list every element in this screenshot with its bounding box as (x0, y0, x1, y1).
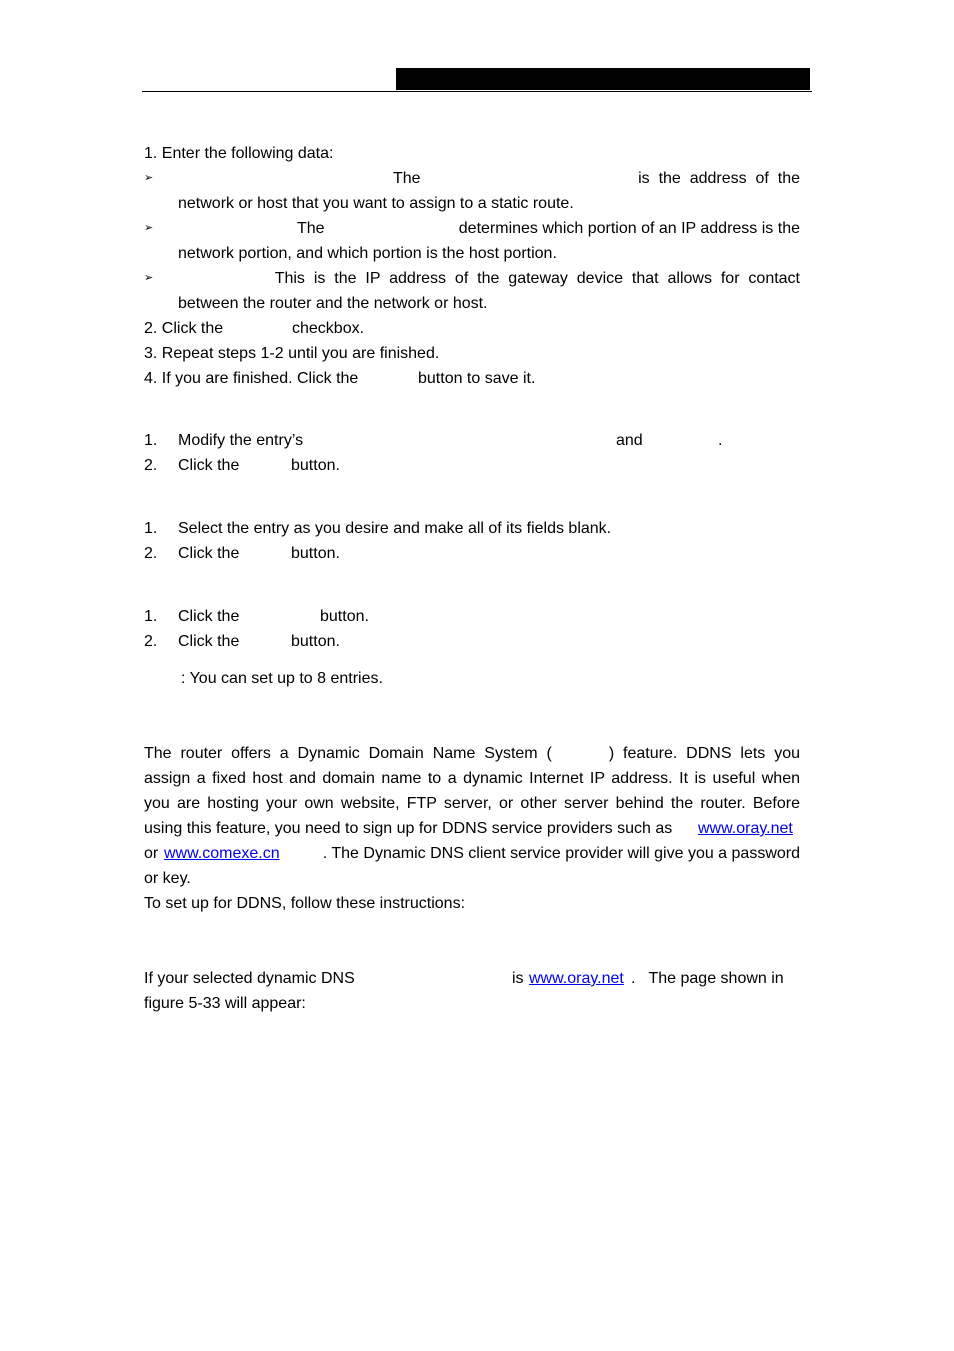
ddns-provider-line-part-b: is (512, 970, 524, 987)
ddns-instructions-intro: To set up for DDNS, follow these instructions: (144, 895, 466, 912)
delete-step-1-number: 1. (144, 520, 158, 537)
ddns-paragraph-line-1-part-a: The router offers a Dynamic Domain Name System ( (144, 745, 552, 762)
bullet-3-continuation: between the router and the network or host. (178, 295, 488, 312)
modify-step-1-number: 1. (144, 432, 158, 449)
oray-link-2[interactable]: www.oray.net (529, 970, 624, 987)
step-4-part-b: button to save it. (418, 370, 536, 387)
ddns-paragraph-line-5-part-a: or (144, 845, 159, 862)
bullet-3-text: This is the IP address of the gateway device that allows for contact (274, 270, 800, 287)
delete-step-1-text: Select the entry as you desire and make all of its fields blank. (178, 520, 612, 537)
header-bar (396, 68, 810, 90)
delete-step-2-part-a: Click the (178, 545, 240, 562)
ddns-paragraph-line-1-part-b: ) feature. DDNS lets you (608, 745, 800, 762)
arrowhead-bullet-icon: ➢ (144, 172, 154, 184)
step-3-text: 3. Repeat steps 1-2 until you are finished. (144, 345, 440, 362)
bullet-2-part-b: determines which portion of an IP address is the (458, 220, 800, 237)
bullet-2-continuation: network portion, and which portion is the host portion. (178, 245, 557, 262)
ddns-paragraph-line-6: or key. (144, 870, 191, 887)
clear-step-1-part-b: button. (320, 608, 369, 625)
ddns-provider-line-part-a: If your selected dynamic DNS (144, 970, 355, 987)
ddns-paragraph-line-5-part-b: . The Dynamic DNS client service provider will give you a password (322, 845, 800, 862)
bullet-1-part-a: The (393, 170, 421, 187)
oray-link[interactable]: www.oray.net (698, 820, 793, 837)
modify-step-2-part-a: Click the (178, 457, 240, 474)
ddns-paragraph-line-4: using this feature, you need to sign up for DDNS service providers such as (144, 820, 673, 837)
bullet-1-continuation: network or host that you want to assign to a static route. (178, 195, 574, 212)
bullet-1-part-b: is the address of the (638, 170, 800, 187)
arrowhead-bullet-icon: ➢ (144, 272, 154, 284)
header-rule (142, 91, 812, 92)
modify-step-2-part-b: button. (291, 457, 340, 474)
modify-step-1-part-b: and (616, 432, 643, 449)
step-4-part-a: 4. If you are finished. Click the (144, 370, 359, 387)
comexe-link[interactable]: www.comexe.cn (164, 845, 280, 862)
step-1-text: 1. Enter the following data: (144, 145, 334, 162)
clear-step-2-part-a: Click the (178, 633, 240, 650)
clear-step-2-part-b: button. (291, 633, 340, 650)
clear-step-2-number: 2. (144, 633, 158, 650)
note-text: : You can set up to 8 entries. (181, 670, 383, 687)
clear-step-1-number: 1. (144, 608, 158, 625)
arrowhead-bullet-icon: ➢ (144, 222, 154, 234)
ddns-provider-line-2: figure 5-33 will appear: (144, 995, 306, 1012)
clear-step-1-part-a: Click the (178, 608, 240, 625)
ddns-provider-line-part-c: . The page shown in (631, 970, 784, 987)
modify-step-1-part-a: Modify the entry’s (178, 432, 304, 449)
delete-step-2-number: 2. (144, 545, 158, 562)
step-2-part-a: 2. Click the (144, 320, 224, 337)
delete-step-2-part-b: button. (291, 545, 340, 562)
step-2-part-b: checkbox. (292, 320, 365, 337)
modify-step-2-number: 2. (144, 457, 158, 474)
modify-step-1-part-c: . (718, 432, 723, 449)
ddns-paragraph-line-3: you are hosting your own website, FTP server, or other server behind the router. Before (144, 795, 800, 812)
ddns-paragraph-line-2: assign a fixed host and domain name to a dynamic Internet IP address. It is useful when (144, 770, 800, 787)
bullet-2-part-a: The (297, 220, 325, 237)
